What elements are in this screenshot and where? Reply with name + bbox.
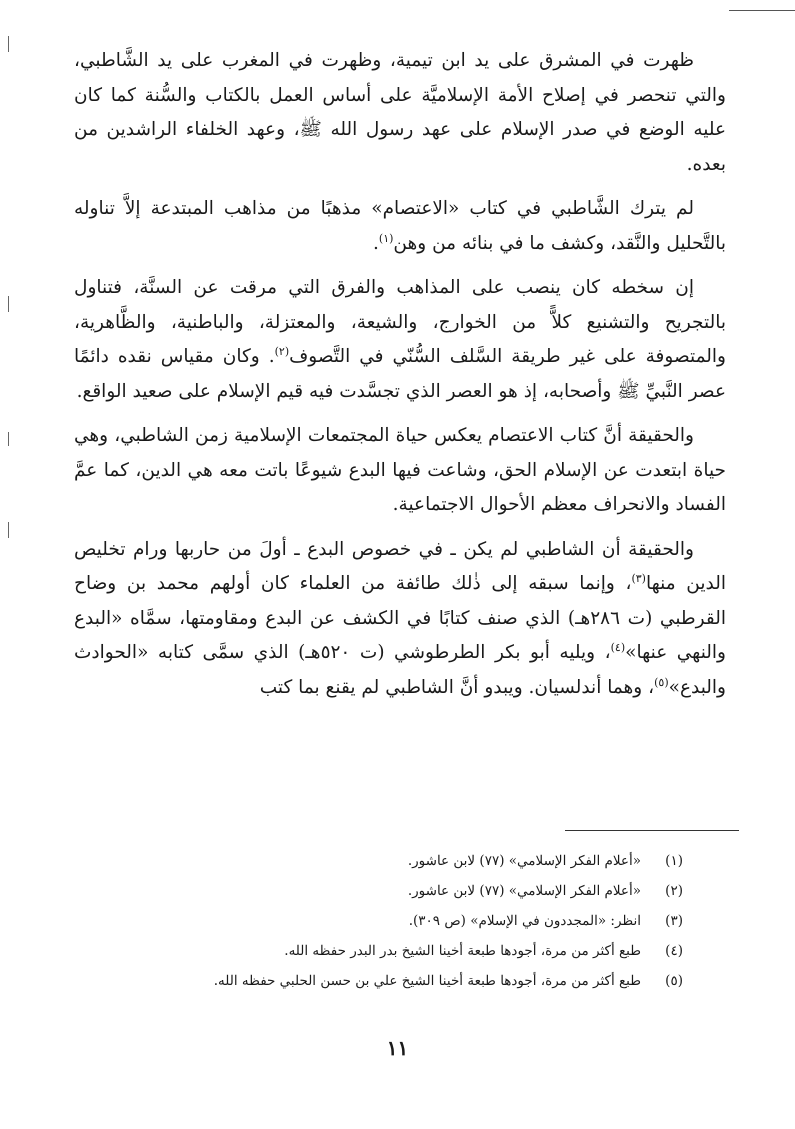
footnote-number: (٤) [665, 943, 683, 959]
header-rule [729, 10, 795, 11]
footnote-text: «أعلام الفكر الإسلامي» (٧٧) لابن عاشور. [407, 883, 641, 899]
footnote-ref[interactable]: (١) [378, 231, 394, 245]
paragraph: إن سخطه كان ينصب على المذاهب والفرق التي مرقت عن السنَّة، فتناول بالتجريح والتشنيع كلاًّ من الخوارج، والشيعة، والمعتزلة، والباطنية، والظَّاهرية، والمتصوفة على غير طريقة السَّلف السُّنّي في التَّصوف$^{(٢)}$. وكان مقياس نقده دائمًا عصر النَّبيِّ ﷺ وأصحابه، إذ هو العصر الذي تجسَّدت فيه قيم الإسلام على صعيد الواقع. [74, 277, 726, 402]
paragraph: والحقيقة أنَّ كتاب الاعتصام يعكس حياة المجتمعات الإسلامية زمن الشاطبي، وهي حياة ابتعدت عن الإسلام الحق، وشاعت فيها البدع شيوعًا باتت معه هي الدين، كما عمَّ الفساد والانحراف معظم الأحوال الاجتماعية. [74, 425, 726, 515]
footnote-ref[interactable]: (٤) [610, 640, 626, 654]
footnote-text: طبع أكثر من مرة، أجودها طبعة أخينا الشيخ بدر البدر حفظه الله. [284, 943, 641, 959]
paragraph: لم يترك الشَّاطبي في كتاب «الاعتصام» مذهبًا من مذاهب المبتدعة إلاَّ تناوله بالتَّحليل والنَّقد، وكشف ما في بنائه من وهن$^{(١)}$. [74, 198, 726, 254]
footnote-number: (٥) [665, 973, 683, 989]
footnote-number: (٢) [665, 883, 683, 899]
footnote-text: انظر: «المجددون في الإسلام» (ص ٣٠٩). [408, 913, 641, 929]
margin-mark [8, 522, 9, 538]
footnote-ref[interactable]: (٣) [631, 571, 646, 585]
footnote [63, 906, 683, 936]
footnote-ref[interactable]: (٢) [274, 344, 290, 358]
margin-mark [8, 36, 9, 52]
footnotes [63, 846, 683, 996]
page-number: ١١ [386, 1036, 409, 1060]
paragraph: والحقيقة أن الشاطبي لم يكن ـ في خصوص البدع ـ أولَ من حاربها ورام تخليص الدين منها$^{(٣)}$، وإنما سبقه إلى ذٰلك طائفة من العلماء كان أولهم محمد بن وضاح القرطبي (ت ٢٨٦هـ) الذي صنف كتابًا في الكشف عن البدع ومقاومتها، سمَّاه «البدع والنهي عنها»$^{(٤)}$، ويليه أبو بكر الطرطوشي (ت ٥٢٠هـ) الذي سمَّى كتابه «الحوادث والبدع»$^{(٥)}$، وهما أندلسيان. ويبدو أنَّ الشاطبي لم يقنع بما كتب [74, 538, 726, 698]
footnote-ref[interactable]: (٥) [654, 675, 669, 689]
footnote-separator [565, 830, 739, 831]
footnote-number: (٣) [665, 913, 683, 929]
footnote-text: «أعلام الفكر الإسلامي» (٧٧) لابن عاشور. [407, 853, 641, 869]
paragraph: ظهرت في المشرق على يد ابن تيمية، وظهرت في المغرب على يد الشَّاطبي، والتي تنحصر في إصلاح الأمة الإسلاميَّة على أساس العمل بالكتاب والسُّنة كما كان عليه الوضع في صدر الإسلام على عهد رسول الله ﷺ، وعهد الخلفاء الراشدين من بعده. [74, 50, 726, 175]
body-text [74, 44, 726, 715]
margin-mark [8, 296, 9, 312]
footnote-number: (١) [665, 853, 683, 869]
footnote [63, 876, 683, 906]
footnote [63, 846, 683, 876]
footnote [63, 936, 683, 966]
margin-mark [8, 432, 9, 446]
footnote-text: طبع أكثر من مرة، أجودها طبعة أخينا الشيخ علي بن حسن الحلبي حفظه الله. [213, 973, 641, 989]
footnote [63, 966, 683, 996]
